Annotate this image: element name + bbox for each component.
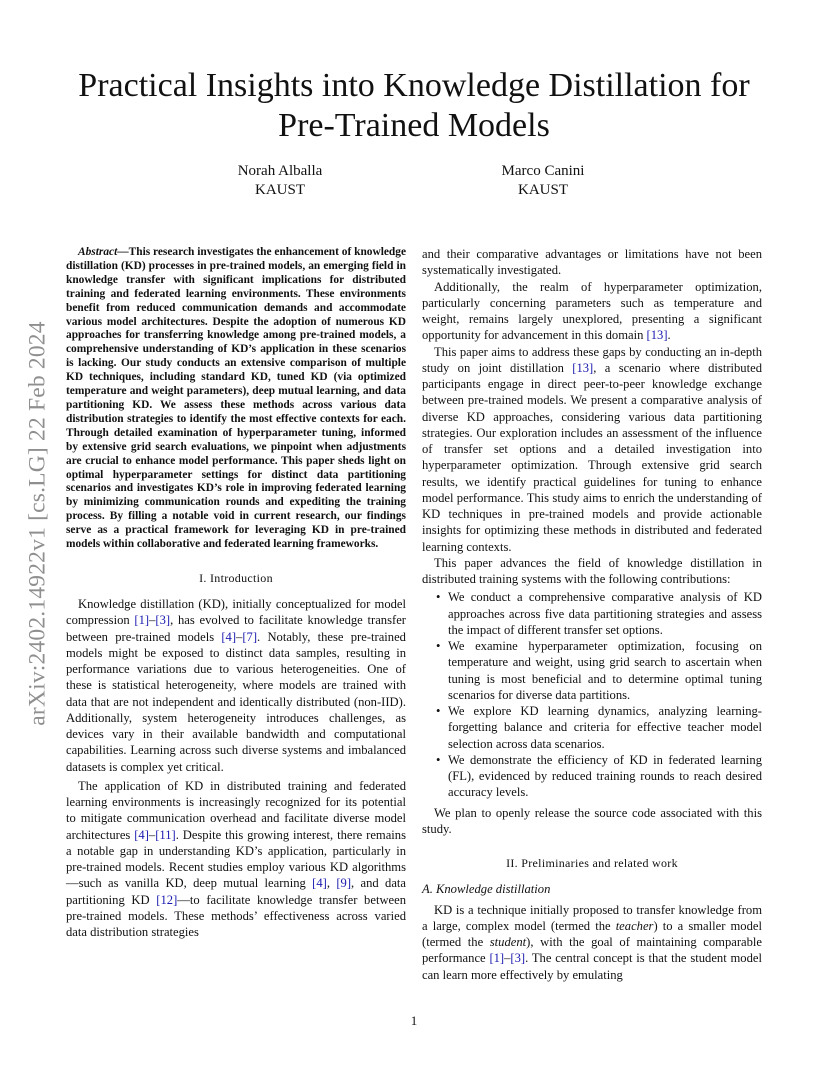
abstract-text: —This research investigates the enhancement of knowledge distillation (KD) processes in pre-trained models, an emerging field in knowledge transfer with significant implications for distributed training and federated learning environments. These environments benefit from reduced communication demands and accommodate various model architectures. Despite the adoption of numerous KD approaches for transferring knowledge among pre-trained models, a comprehensive understanding of KD’s application in these scenarios is lacking. Our study conducts an extensive comparison of multiple KD techniques, including standard KD, tuned KD (via optimized temperature and weight parameters), deep mutual learning, and data partitioning KD. We assess these methods across various data distribution strategies to identify the most effective contexts for each. Through detailed examination of hyperparameter tuning, informed by extensive grid search evaluations, we pinpoint when adjustments are crucial to enhance model performance. This paper sheds light on optimal hyperparameter settings for distinct data partitioning scenarios and investigates KD’s role in improving federated learning by minimizing communication rounds and expediting the training process. By filling a notable void in current research, our findings serve as a practical framework for leveraging KD in pre-trained models within collaborative and federated learning frameworks.	[66, 246, 407, 551]
citation-link[interactable]: [1]	[489, 951, 505, 966]
arxiv-identifier-stamp	[22, 286, 54, 761]
right-paragraph-5: KD is a technique initially proposed to transfer knowledge from a large, complex model (termed the teacher) to a smaller model (termed the student), with the goal of maintaining comparable performance [1]–[3]. The central concept is that the student model can learn more effectively by emulating	[422, 902, 762, 982]
right-paragraph-continuation: and their comparative advantages or limitations have not been systematically investigated.	[422, 247, 762, 278]
abstract	[66, 246, 406, 552]
citation-link[interactable]: [13]	[572, 360, 594, 375]
author-name: Norah Alballa	[237, 163, 323, 179]
citation-link[interactable]: [1]	[134, 613, 150, 628]
citation-link[interactable]: [12]	[156, 892, 178, 907]
section-heading-preliminaries: II. Preliminaries and related work	[506, 856, 678, 870]
citation-link[interactable]: [7]	[242, 629, 258, 644]
citation-link[interactable]: [9]	[336, 876, 352, 891]
page-number: 1	[410, 1013, 418, 1028]
paper-title: Practical Insights into Knowledge Distillation for Pre-Trained Models	[78, 67, 750, 144]
left-column	[66, 246, 406, 940]
contributions-list	[422, 589, 762, 800]
author-block-1	[160, 162, 400, 200]
right-column	[422, 246, 762, 983]
section-heading-introduction: I. Introduction	[199, 570, 273, 585]
subsection-heading-kd: A. Knowledge distillation	[422, 882, 551, 897]
citation-link[interactable]: [4]	[312, 876, 327, 891]
list-item: • We demonstrate the efficiency of KD in federated learning (FL), evidenced by reduced training rounds to reach desired accuracy levels.	[448, 752, 762, 801]
author-block-2	[423, 162, 663, 200]
citation-link[interactable]: [4]	[221, 629, 237, 644]
right-paragraph-3: This paper advances the field of knowledge distillation in distributed training systems with the following contributions:	[422, 555, 762, 586]
citation-link[interactable]: [4]	[134, 827, 149, 842]
abstract-lead: Abstract	[78, 246, 118, 258]
intro-paragraph-2: The application of KD in distributed training and federated learning environments is increasingly recognized for its potential to mitigate communication overhead and facilitate diverse model architectures [4]–[11]. Despite this growing interest, there remains a notable gap in understanding KD’s application, particularly in pre-trained models. Recent studies employ various KD algorithms—such as vanilla KD, deep mutual learning [4], [9], and data partitioning KD [12]—to facilitate knowledge transfer between pre-trained models. These methods’ effectiveness across varied data distribution strategies	[66, 778, 407, 940]
citation-link[interactable]: [3]	[155, 613, 171, 628]
citation-link[interactable]: [3]	[510, 951, 526, 966]
author-affiliation: KAUST	[254, 182, 305, 198]
right-paragraph-1: Additionally, the realm of hyperparameter optimization, particularly concerning parameters such as temperature and weight, remains largely unexplored, presenting a significant opportunity for advancement in this domain [13].	[422, 279, 762, 343]
author-name: Marco Canini	[501, 163, 585, 179]
list-item: • We conduct a comprehensive comparative analysis of KD approaches across five data partitioning strategies and assess the impact of different transfer set options.	[448, 589, 762, 638]
list-item: • We examine hyperparameter optimization, focusing on temperature and weight, using grid search to ascertain when tuning is most beneficial and to determine optimal tuning scenarios for diverse data partitions.	[448, 638, 762, 703]
arxiv-identifier-text: arXiv:2402.14922v1 [cs.LG] 22 Feb 2024	[24, 321, 51, 726]
term-teacher: teacher	[615, 918, 654, 933]
list-item: • We explore KD learning dynamics, analyzing learning-forgetting balance and criteria for effective teacher model selection across data scenarios.	[448, 703, 762, 752]
term-student: student	[489, 935, 527, 949]
citation-link[interactable]: [11]	[155, 827, 176, 842]
right-paragraph-4: We plan to openly release the source code associated with this study.	[422, 805, 762, 836]
right-paragraph-2: This paper aims to address these gaps by conducting an in-depth study on joint distillation [13], a scenario where distributed participants engage in direct peer-to-peer knowledge exchange between pre-trained models. We present a comparative analysis of diverse KD approaches, considering various data partitioning strategies. Our exploration includes an assessment of the influence of transfer set options and a detailed investigation into hyperparameter optimization. Through extensive grid search results, we identify practical guidelines for tuning to enhance model performance. This study aims to enrich the understanding of KD techniques in pre-trained models and provide actionable insights for optimizing these methods in distributed and federated learning contexts.	[422, 344, 762, 554]
author-affiliation: KAUST	[517, 182, 568, 198]
citation-link[interactable]: [13]	[646, 328, 668, 343]
intro-paragraph-1: Knowledge distillation (KD), initially conceptualized for model compression [1]–[3], has evolved to facilitate knowledge transfer between pre-trained models [4]–[7]. Notably, these pre-trained models might be exposed to distinct data samples, resulting in performance variations due to various heterogeneities. One of these is statistical heterogeneity, where models are trained with data that are not independent and identically distributed (non-IID). Additionally, system heterogeneity introduces challenges, as devices vary in their available bandwidth and computational capabilities. Learning across such diverse systems and imbalanced datasets is complex yet critical.	[66, 597, 406, 774]
